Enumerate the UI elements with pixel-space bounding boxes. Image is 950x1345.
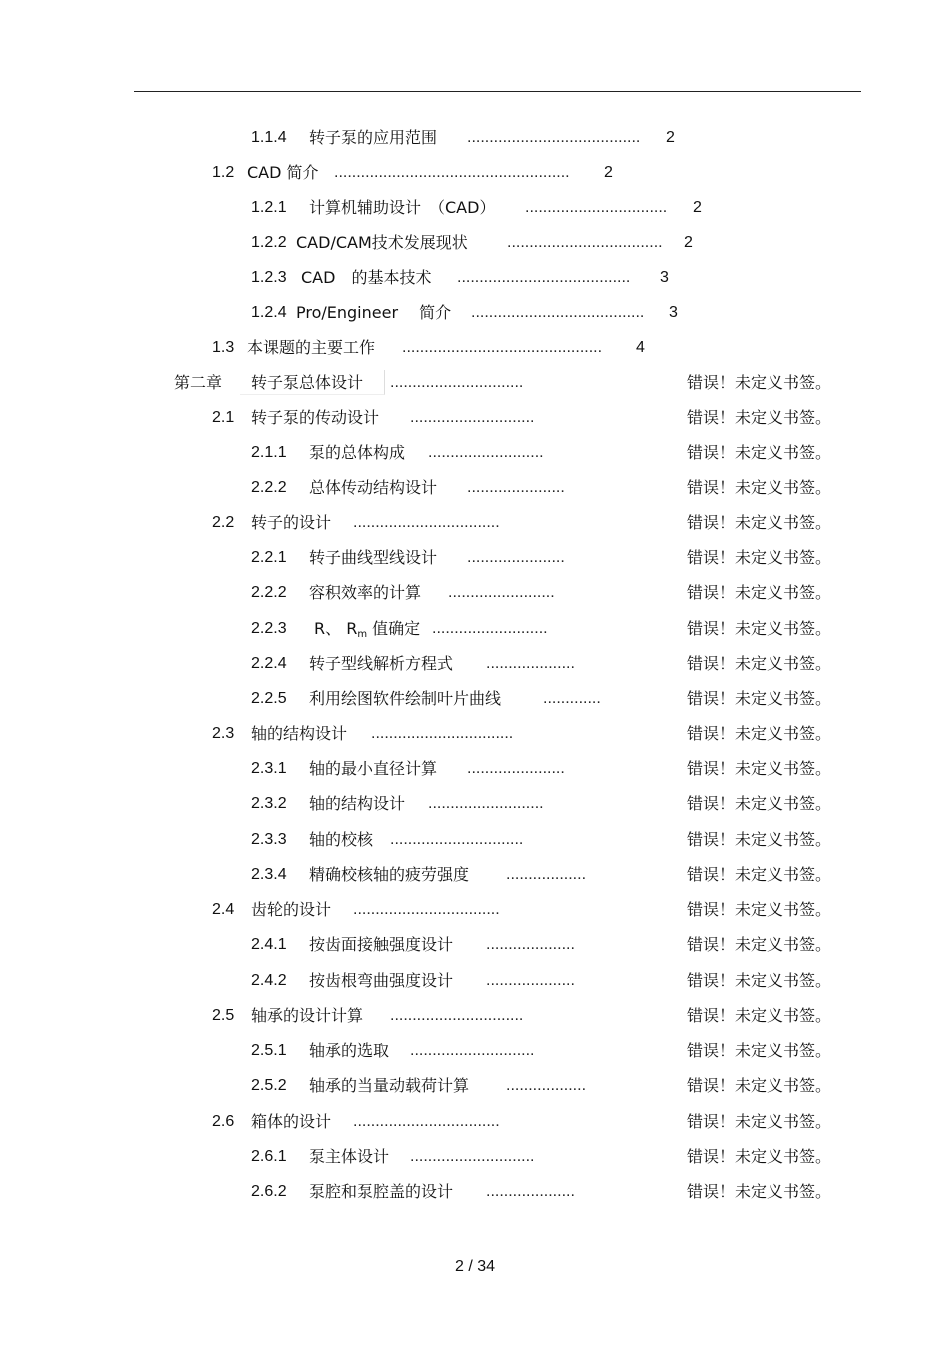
toc-number: 2.6.1	[251, 1148, 287, 1165]
toc-page-number: 4	[636, 339, 645, 356]
toc-title: 泵的总体构成	[309, 443, 406, 462]
toc-number: 2.4.2	[251, 972, 287, 989]
toc-leader: ................................	[371, 725, 514, 742]
toc-entry[interactable]	[0, 338, 950, 373]
toc-leader: .................................	[353, 1113, 500, 1130]
toc-number: 2.6	[212, 1113, 235, 1130]
toc-page-number: 2	[666, 129, 675, 146]
toc-bookmark-error: 错误！未定义书签。	[687, 865, 832, 884]
toc-leader: ..................	[506, 866, 587, 883]
toc-leader: ..............................	[390, 831, 524, 848]
toc-bookmark-error: 错误！未定义书签。	[687, 1112, 832, 1131]
toc-leader: ......................	[467, 549, 565, 566]
toc-number: 2.5.1	[251, 1042, 287, 1059]
toc-entry[interactable]	[0, 478, 950, 513]
toc-number: 2.5	[212, 1007, 235, 1024]
toc-title	[314, 619, 420, 645]
toc-entry[interactable]	[0, 373, 950, 408]
toc-entry[interactable]	[0, 1076, 950, 1111]
toc-entry[interactable]	[0, 1006, 950, 1041]
toc-entry[interactable]	[0, 583, 950, 618]
toc-leader: ..............................	[390, 374, 524, 391]
toc-number: 2.3.1	[251, 760, 287, 777]
toc-title: 利用绘图软件绘制叶片曲线	[309, 689, 502, 708]
toc-title: 转子泵的传动设计	[251, 408, 380, 427]
toc-entry[interactable]	[0, 794, 950, 829]
toc-entry[interactable]	[0, 830, 950, 865]
toc-page-number: 3	[660, 269, 669, 286]
toc-leader: ..............................	[390, 1007, 524, 1024]
toc-number: 1.2.4	[251, 304, 287, 321]
toc-title: 按齿面接触强度设计	[309, 935, 454, 954]
toc-title: 轴的最小直径计算	[309, 759, 438, 778]
toc-number: 1.2.1	[251, 199, 287, 216]
toc-title: CAD 的基本技术	[301, 268, 432, 287]
toc-entry[interactable]	[0, 233, 950, 268]
toc-page-number: 2	[604, 164, 613, 181]
toc-bookmark-error: 错误！未定义书签。	[687, 619, 832, 638]
toc-entry[interactable]	[0, 724, 950, 759]
toc-title: 齿轮的设计	[251, 900, 332, 919]
toc-entry[interactable]	[0, 689, 950, 724]
toc-leader: ............................	[410, 409, 535, 426]
toc-title: 轴的结构设计	[251, 724, 348, 743]
toc-bookmark-error: 错误！未定义书签。	[687, 654, 832, 673]
toc-title: CAD/CAM技术发展现状	[296, 233, 468, 252]
toc-title: 按齿根弯曲强度设计	[309, 971, 454, 990]
toc-title: 转子型线解析方程式	[309, 654, 454, 673]
toc-title: 轴的结构设计	[309, 794, 406, 813]
toc-number: 2.6.2	[251, 1183, 287, 1200]
toc-entry[interactable]	[0, 128, 950, 163]
toc-bookmark-error: 错误！未定义书签。	[687, 794, 832, 813]
toc-bookmark-error: 错误！未定义书签。	[687, 478, 832, 497]
toc-bookmark-error: 错误！未定义书签。	[687, 548, 832, 567]
toc-bookmark-error: 错误！未定义书签。	[687, 513, 832, 532]
toc-number: 2.3	[212, 725, 235, 742]
toc-number: 1.1.4	[251, 129, 287, 146]
toc-bookmark-error: 错误！未定义书签。	[687, 443, 832, 462]
toc-leader: .......................................	[457, 269, 631, 286]
toc-leader: .....................................................	[334, 164, 570, 181]
toc-leader: ....................	[486, 972, 575, 989]
toc-title: CAD 简介	[247, 163, 319, 182]
toc-number: 1.2.2	[251, 234, 287, 251]
toc-title: 转子泵的应用范围	[309, 128, 438, 147]
toc-number: 2.2.2	[251, 479, 287, 496]
toc-leader: ..........................	[428, 795, 544, 812]
toc-bookmark-error: 错误！未定义书签。	[687, 373, 832, 392]
toc-leader: ........................	[448, 584, 555, 601]
toc-title-main: R、 R	[314, 619, 358, 638]
toc-leader: ...................................	[507, 234, 663, 251]
toc-title: Pro/Engineer 简介	[296, 303, 452, 322]
toc-title: 转子的设计	[251, 513, 332, 532]
toc-number: 2.3.4	[251, 866, 287, 883]
toc-bookmark-error: 错误！未定义书签。	[687, 971, 832, 990]
toc-page-number: 2	[693, 199, 702, 216]
toc-entry[interactable]	[0, 548, 950, 583]
toc-title: 泵主体设计	[309, 1147, 390, 1166]
toc-bookmark-error: 错误！未定义书签。	[687, 1041, 832, 1060]
toc-title: 泵腔和泵腔盖的设计	[309, 1182, 454, 1201]
toc-number: 1.2	[212, 164, 235, 181]
toc-entry[interactable]	[0, 1112, 950, 1147]
toc-bookmark-error: 错误！未定义书签。	[687, 689, 832, 708]
toc-entry[interactable]	[0, 513, 950, 548]
toc-page-number: 3	[669, 304, 678, 321]
toc-entry[interactable]	[0, 198, 950, 233]
toc-number: 2.4	[212, 901, 235, 918]
toc-leader: ......................	[467, 760, 565, 777]
toc-number: 2.1	[212, 409, 235, 426]
toc-entry[interactable]	[0, 900, 950, 935]
toc-entry[interactable]	[0, 303, 950, 338]
toc-title: 轴承的当量动载荷计算	[309, 1076, 470, 1095]
toc-number: 2.3.3	[251, 831, 287, 848]
toc-number: 2.2.4	[251, 655, 287, 672]
toc-entry[interactable]	[0, 971, 950, 1006]
toc-number: 2.2.2	[251, 584, 287, 601]
toc-entry[interactable]	[0, 1147, 950, 1182]
toc-leader: ....................	[486, 1183, 575, 1200]
toc-leader: ............................	[410, 1148, 535, 1165]
toc-bookmark-error: 错误！未定义书签。	[687, 759, 832, 778]
toc-leader: ....................	[486, 655, 575, 672]
page-footer	[0, 1258, 950, 1276]
toc-bookmark-error: 错误！未定义书签。	[687, 830, 832, 849]
toc-entry[interactable]	[0, 865, 950, 900]
toc-leader: .............	[543, 690, 601, 707]
toc-bookmark-error: 错误！未定义书签。	[687, 724, 832, 743]
toc-page-number: 2	[684, 234, 693, 251]
toc-entry[interactable]	[0, 759, 950, 794]
toc-bookmark-error: 错误！未定义书签。	[687, 1006, 832, 1025]
toc-entry[interactable]	[0, 443, 950, 478]
toc-leader: ..........................	[432, 620, 548, 637]
toc-leader: .......................................	[471, 304, 645, 321]
toc-number: 2.2	[212, 514, 235, 531]
toc-bookmark-error: 错误！未定义书签。	[687, 900, 832, 919]
toc-number: 2.4.1	[251, 936, 287, 953]
toc-title: 轴承的选取	[309, 1041, 390, 1060]
toc-leader: ............................	[410, 1042, 535, 1059]
toc-bookmark-error: 错误！未定义书签。	[687, 408, 832, 427]
toc-bookmark-error: 错误！未定义书签。	[687, 935, 832, 954]
toc-title: 本课题的主要工作	[247, 338, 376, 357]
toc-entry[interactable]	[0, 268, 950, 303]
toc-title: 箱体的设计	[251, 1112, 332, 1131]
page-indicator: 2 / 34	[454, 1258, 496, 1275]
toc-title: 转子泵总体设计	[251, 373, 364, 392]
toc-title: 容积效率的计算	[309, 583, 422, 602]
toc-entry[interactable]	[0, 163, 950, 198]
toc-entry[interactable]	[0, 1041, 950, 1076]
toc-title-subscript: m	[357, 629, 368, 640]
toc-title: 轴的校核	[309, 830, 374, 849]
toc-bookmark-error: 错误！未定义书签。	[687, 583, 832, 602]
toc-bookmark-error: 错误！未定义书签。	[687, 1147, 832, 1166]
toc-entry[interactable]	[0, 654, 950, 689]
toc-number: 2.2.3	[251, 620, 287, 637]
toc-leader: ....................	[486, 936, 575, 953]
toc-leader: ..........................	[428, 444, 544, 461]
toc-number: 2.5.2	[251, 1077, 287, 1094]
toc-entry[interactable]	[0, 935, 950, 970]
toc-title: 总体传动结构设计	[309, 478, 438, 497]
toc-number: 1.2.3	[251, 269, 287, 286]
toc-number: 2.1.1	[251, 444, 287, 461]
toc-leader: ..................	[506, 1077, 587, 1094]
toc-leader: .............................................	[402, 339, 603, 356]
toc-leader: ................................	[525, 199, 668, 216]
toc-title: 转子曲线型线设计	[309, 548, 438, 567]
toc-chapter-number: 第二章	[174, 373, 223, 392]
toc-number: 2.3.2	[251, 795, 287, 812]
toc-title: 轴承的设计计算	[251, 1006, 364, 1025]
toc-number: 1.3	[212, 339, 235, 356]
toc-title: 精确校核轴的疲劳强度	[309, 865, 470, 884]
toc-title-tail: 值确定	[367, 619, 421, 638]
toc-title: 计算机辅助设计 （CAD）	[309, 198, 496, 217]
toc-leader: ......................	[467, 479, 565, 496]
toc-leader: .......................................	[467, 129, 641, 146]
toc-bookmark-error: 错误！未定义书签。	[687, 1182, 832, 1201]
toc-entry[interactable]	[0, 408, 950, 443]
toc-bookmark-error: 错误！未定义书签。	[687, 1076, 832, 1095]
toc-leader: .................................	[353, 901, 500, 918]
toc-number: 2.2.5	[251, 690, 287, 707]
toc-entry[interactable]	[0, 619, 950, 654]
toc-leader: .................................	[353, 514, 500, 531]
toc-number: 2.2.1	[251, 549, 287, 566]
toc-entry[interactable]	[0, 1182, 950, 1217]
